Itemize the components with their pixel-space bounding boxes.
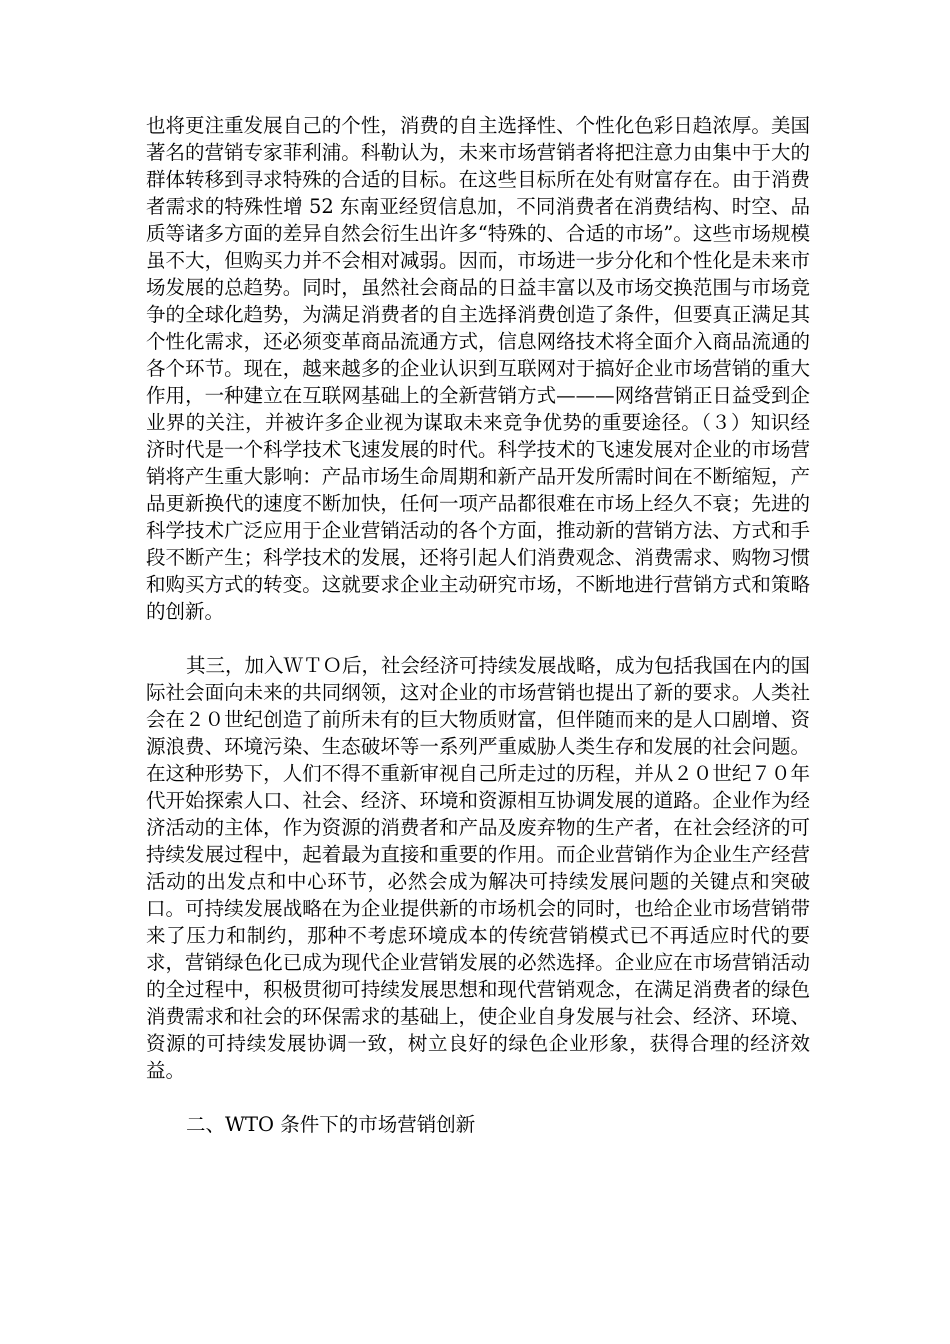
body-paragraph-1: 也将更注重发展自己的个性，消费的自主选择性、个性化色彩日趋浓厚。美国著名的营销专家菲利浦。科勒认为，未来市场营销者将把注意力由集中于大的群体转移到寻求特殊的合适的目标。在这些目标所在处有财富存在。由于消费者需求的特殊性增 52 东南亚经贸信息加，不同消费者在消费结构、时空、品质等诸多方面的差异自然会衍生出许多“特殊的、合适的市场”。这些市场规模虽不大，但购买力并不会相对减弱。因而，市场进一步分化和个性化是未来市场发展的总趋势。同时，虽然社会商品的日益丰富以及市场交换范围与市场竞争的全球化趋势，为满足消费者的自主选择消费创造了条件，但要真正满足其个性化需求，还必须变革商品流通方式，信息网络技术将全面介入商品流通的各个环节。现在，越来越多的企业认识到互联网对于搞好企业市场营销的重大作用，一种建立在互联网基础上的全新营销方式———网络营销正日益受到企业界的关注，并被许多企业视为谋取未来竞争优势的重要途径。（３）知识经济时代是一个科学技术飞速发展的时代。科学技术的飞速发展对企业的市场营销将产生重大影响：产品市场生命周期和新产品开发所需时间在不断缩短，产品更新换代的速度不断加快，任何一项产品都很难在市场上经久不衰；先进的科学技术广泛应用于企业营销活动的各个方面，推动新的营销方法、方式和手段不断产生；科学技术的发展，还将引起人们消费观念、消费需求、购物习惯和购买方式的转变。这就要求企业主动研究市场，不断地进行营销方式和策略的创新。 xyxy=(146,114,810,623)
body-paragraph-2: 其三，加入ＷＴＯ后，社会经济可持续发展战略，成为包括我国在内的国际社会面向未来的共同纲领，这对企业的市场营销也提出了新的要求。人类社会在２０世纪创造了前所未有的巨大物质财富，但伴随而来的是人口剧增、资源浪费、环境污染、生态破坏等一系列严重威胁人类生存和发展的社会问题。在这种形势下，人们不得不重新审视自己所走过的历程，并从２０世纪７０年代开始探索人口、社会、经济、环境和资源相互协调发展的道路。企业作为经济活动的主体，作为资源的消费者和产品及废弃物的生产者，在社会经济的可持续发展过程中，起着最为直接和重要的作用。而企业营销作为企业生产经营活动的出发点和中心环节，必然会成为解决可持续发展问题的关键点和突破口。可持续发展战略在为企业提供新的市场机会的同时，也给企业市场营销带来了压力和制约，那种不考虑环境成本的传统营销模式已不再适应时代的要求，营销绿色化已成为现代企业营销发展的必然选择。企业应在市场营销活动的全过程中，积极贯彻可持续发展思想和现代营销观念，在满足消费者的绿色消费需求和社会的环保需求的基础上，使企业自身发展与社会、经济、环境、资源的可持续发展协调一致，树立良好的绿色企业形象，获得合理的经济效益。 xyxy=(146,654,811,1082)
section-heading: 二、WTO 条件下的市场营销创新 xyxy=(186,1113,476,1136)
document-page xyxy=(146,112,810,1138)
